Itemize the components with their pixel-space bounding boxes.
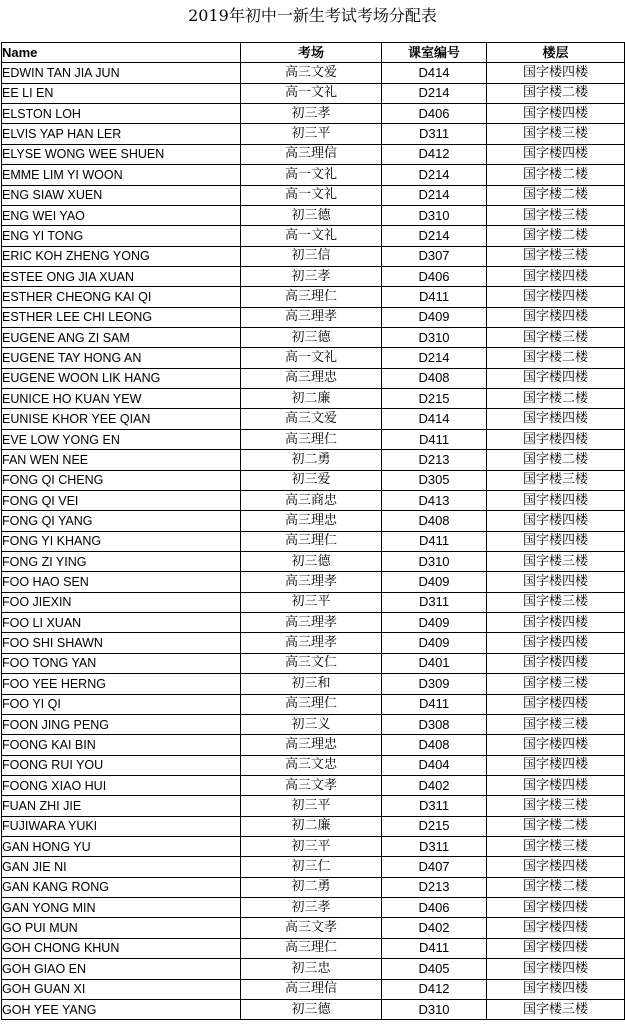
floor-cell: 国字楼二楼	[487, 816, 625, 836]
column-header-floor: 楼层	[487, 43, 625, 63]
table-row	[2, 653, 625, 673]
table-row	[2, 979, 625, 999]
room-number-cell: D405	[382, 959, 487, 979]
floor-cell: 国字楼四楼	[487, 898, 625, 918]
floor-cell: 国字楼四楼	[487, 490, 625, 510]
student-name-cell: EE LI EN	[2, 83, 241, 103]
exam-venue-cell: 高三理仁	[241, 287, 382, 307]
student-name-cell: FOO HAO SEN	[2, 572, 241, 592]
table-row	[2, 796, 625, 816]
room-number-cell: D214	[382, 185, 487, 205]
student-name-cell: EUNICE HO KUAN YEW	[2, 389, 241, 409]
room-number-cell: D411	[382, 938, 487, 958]
table-row	[2, 205, 625, 225]
student-name-cell: FONG QI YANG	[2, 511, 241, 531]
room-number-cell: D305	[382, 470, 487, 490]
exam-venue-cell: 高三文爱	[241, 63, 382, 83]
floor-cell: 国字楼三楼	[487, 674, 625, 694]
room-number-cell: D406	[382, 104, 487, 124]
student-name-cell: FOONG RUI YOU	[2, 755, 241, 775]
exam-venue-cell: 高三理孝	[241, 613, 382, 633]
table-row	[2, 246, 625, 266]
table-row	[2, 348, 625, 368]
exam-venue-cell: 初三平	[241, 124, 382, 144]
exam-venue-cell: 高三理忠	[241, 511, 382, 531]
student-name-cell: FONG YI KHANG	[2, 531, 241, 551]
table-row	[2, 857, 625, 877]
room-number-cell: D414	[382, 409, 487, 429]
floor-cell: 国字楼二楼	[487, 226, 625, 246]
table-row	[2, 63, 625, 83]
table-row	[2, 429, 625, 449]
floor-cell: 国字楼四楼	[487, 104, 625, 124]
table-row	[2, 104, 625, 124]
room-number-cell: D408	[382, 735, 487, 755]
table-row	[2, 490, 625, 510]
room-number-cell: D214	[382, 226, 487, 246]
floor-cell: 国字楼四楼	[487, 266, 625, 286]
room-number-cell: D413	[382, 490, 487, 510]
floor-cell: 国字楼四楼	[487, 633, 625, 653]
student-name-cell: GAN HONG YU	[2, 837, 241, 857]
exam-venue-cell: 高三商忠	[241, 490, 382, 510]
floor-cell: 国字楼二楼	[487, 185, 625, 205]
student-name-cell: ERIC KOH ZHENG YONG	[2, 246, 241, 266]
table-row	[2, 307, 625, 327]
room-number-cell: D409	[382, 633, 487, 653]
floor-cell: 国字楼四楼	[487, 429, 625, 449]
student-name-cell: FONG QI VEI	[2, 490, 241, 510]
table-row	[2, 531, 625, 551]
exam-venue-cell: 初三爱	[241, 470, 382, 490]
exam-venue-cell: 高三理仁	[241, 938, 382, 958]
floor-cell: 国字楼四楼	[487, 775, 625, 795]
table-row	[2, 266, 625, 286]
floor-cell: 国字楼三楼	[487, 837, 625, 857]
room-number-cell: D310	[382, 999, 487, 1019]
room-number-cell: D402	[382, 775, 487, 795]
floor-cell: 国字楼四楼	[487, 938, 625, 958]
room-number-cell: D215	[382, 389, 487, 409]
table-row	[2, 613, 625, 633]
table-row	[2, 185, 625, 205]
floor-cell: 国字楼四楼	[487, 979, 625, 999]
student-name-cell: FOONG XIAO HUI	[2, 775, 241, 795]
exam-venue-cell: 高一文礼	[241, 165, 382, 185]
student-name-cell: EUGENE ANG ZI SAM	[2, 328, 241, 348]
student-name-cell: ELVIS YAP HAN LER	[2, 124, 241, 144]
student-name-cell: GAN JIE NI	[2, 857, 241, 877]
room-number-cell: D402	[382, 918, 487, 938]
room-number-cell: D311	[382, 592, 487, 612]
page-title: 2019年初中一新生考试考场分配表	[188, 6, 437, 25]
room-number-cell: D411	[382, 531, 487, 551]
room-number-cell: D412	[382, 979, 487, 999]
room-number-cell: D310	[382, 205, 487, 225]
table-row	[2, 714, 625, 734]
floor-cell: 国字楼四楼	[487, 918, 625, 938]
exam-venue-cell: 初三和	[241, 674, 382, 694]
table-row	[2, 592, 625, 612]
floor-cell: 国字楼四楼	[487, 63, 625, 83]
student-name-cell: FONG QI CHENG	[2, 470, 241, 490]
table-row	[2, 674, 625, 694]
exam-venue-cell: 高一文礼	[241, 348, 382, 368]
floor-cell: 国字楼二楼	[487, 83, 625, 103]
student-name-cell: FONG ZI YING	[2, 551, 241, 571]
student-name-cell: ENG SIAW XUEN	[2, 185, 241, 205]
floor-cell: 国字楼四楼	[487, 755, 625, 775]
table-row	[2, 938, 625, 958]
room-number-cell: D409	[382, 572, 487, 592]
room-number-cell: D407	[382, 857, 487, 877]
exam-venue-cell: 高三理忠	[241, 735, 382, 755]
exam-venue-cell: 高三文仁	[241, 653, 382, 673]
exam-venue-cell: 高三文爱	[241, 409, 382, 429]
student-name-cell: GO PUI MUN	[2, 918, 241, 938]
room-number-cell: D214	[382, 165, 487, 185]
table-row	[2, 633, 625, 653]
column-header-venue: 考场	[241, 43, 382, 63]
floor-cell: 国字楼三楼	[487, 470, 625, 490]
room-number-cell: D215	[382, 816, 487, 836]
student-name-cell: FOON JING PENG	[2, 714, 241, 734]
exam-venue-cell: 高三理忠	[241, 368, 382, 388]
room-number-cell: D311	[382, 124, 487, 144]
exam-venue-cell: 初二廉	[241, 816, 382, 836]
exam-venue-cell: 高三文忠	[241, 755, 382, 775]
exam-venue-cell: 高三理仁	[241, 429, 382, 449]
exam-venue-cell: 初三信	[241, 246, 382, 266]
table-row	[2, 511, 625, 531]
exam-venue-cell: 初三孝	[241, 898, 382, 918]
exam-venue-cell: 初三孝	[241, 266, 382, 286]
floor-cell: 国字楼二楼	[487, 450, 625, 470]
table-row	[2, 470, 625, 490]
floor-cell: 国字楼四楼	[487, 511, 625, 531]
exam-venue-cell: 高三理仁	[241, 694, 382, 714]
exam-venue-cell: 高一文礼	[241, 185, 382, 205]
table-row	[2, 368, 625, 388]
floor-cell: 国字楼二楼	[487, 389, 625, 409]
table-row	[2, 959, 625, 979]
exam-venue-cell: 初三德	[241, 999, 382, 1019]
student-name-cell: FAN WEN NEE	[2, 450, 241, 470]
exam-venue-cell: 初三德	[241, 551, 382, 571]
floor-cell: 国字楼四楼	[487, 572, 625, 592]
student-name-cell: FOONG KAI BIN	[2, 735, 241, 755]
table-row	[2, 735, 625, 755]
table-row	[2, 898, 625, 918]
exam-venue-cell: 高一文礼	[241, 83, 382, 103]
room-number-cell: D214	[382, 348, 487, 368]
room-number-cell: D310	[382, 328, 487, 348]
table-row	[2, 328, 625, 348]
table-row	[2, 837, 625, 857]
student-name-cell: GOH GIAO EN	[2, 959, 241, 979]
room-number-cell: D406	[382, 898, 487, 918]
floor-cell: 国字楼三楼	[487, 592, 625, 612]
floor-cell: 国字楼三楼	[487, 328, 625, 348]
room-number-cell: D411	[382, 287, 487, 307]
student-name-cell: FOO SHI SHAWN	[2, 633, 241, 653]
room-number-cell: D311	[382, 837, 487, 857]
room-number-cell: D213	[382, 877, 487, 897]
room-number-cell: D213	[382, 450, 487, 470]
table-row	[2, 409, 625, 429]
student-name-cell: ENG YI TONG	[2, 226, 241, 246]
table-row	[2, 918, 625, 938]
room-number-cell: D414	[382, 63, 487, 83]
room-number-cell: D214	[382, 83, 487, 103]
exam-venue-cell: 高三理信	[241, 979, 382, 999]
table-row	[2, 124, 625, 144]
table-row	[2, 226, 625, 246]
student-name-cell: FUJIWARA YUKI	[2, 816, 241, 836]
floor-cell: 国字楼三楼	[487, 999, 625, 1019]
exam-venue-cell: 初三平	[241, 796, 382, 816]
floor-cell: 国字楼三楼	[487, 124, 625, 144]
exam-venue-cell: 初三德	[241, 328, 382, 348]
student-name-cell: EUGENE WOON LIK HANG	[2, 368, 241, 388]
floor-cell: 国字楼三楼	[487, 796, 625, 816]
room-number-cell: D309	[382, 674, 487, 694]
exam-allocation-table	[1, 42, 625, 1020]
student-name-cell: FOO JIEXIN	[2, 592, 241, 612]
exam-venue-cell: 高一文礼	[241, 226, 382, 246]
exam-venue-cell: 高三文孝	[241, 918, 382, 938]
room-number-cell: D409	[382, 307, 487, 327]
floor-cell: 国字楼四楼	[487, 694, 625, 714]
room-number-cell: D311	[382, 796, 487, 816]
table-row	[2, 165, 625, 185]
student-name-cell: FOO LI XUAN	[2, 613, 241, 633]
student-name-cell: GOH YEE YANG	[2, 999, 241, 1019]
room-number-cell: D406	[382, 266, 487, 286]
student-name-cell: GOH CHONG KHUN	[2, 938, 241, 958]
student-name-cell: FOO TONG YAN	[2, 653, 241, 673]
student-name-cell: EDWIN TAN JIA JUN	[2, 63, 241, 83]
exam-venue-cell: 高三理仁	[241, 531, 382, 551]
table-row	[2, 572, 625, 592]
table-row	[2, 816, 625, 836]
student-name-cell: ENG WEI YAO	[2, 205, 241, 225]
table-row	[2, 877, 625, 897]
floor-cell: 国字楼四楼	[487, 287, 625, 307]
room-number-cell: D404	[382, 755, 487, 775]
room-number-cell: D408	[382, 368, 487, 388]
column-header-room: 课室编号	[382, 43, 487, 63]
room-number-cell: D308	[382, 714, 487, 734]
floor-cell: 国字楼四楼	[487, 613, 625, 633]
exam-venue-cell: 初三平	[241, 837, 382, 857]
student-name-cell: ESTHER CHEONG KAI QI	[2, 287, 241, 307]
exam-venue-cell: 初二廉	[241, 389, 382, 409]
floor-cell: 国字楼四楼	[487, 144, 625, 164]
student-name-cell: EUGENE TAY HONG AN	[2, 348, 241, 368]
table-row	[2, 551, 625, 571]
room-number-cell: D310	[382, 551, 487, 571]
floor-cell: 国字楼三楼	[487, 246, 625, 266]
student-name-cell: EUNISE KHOR YEE QIAN	[2, 409, 241, 429]
floor-cell: 国字楼三楼	[487, 205, 625, 225]
header-row	[2, 43, 625, 63]
student-name-cell: FOO YI QI	[2, 694, 241, 714]
exam-venue-cell: 高三理孝	[241, 633, 382, 653]
exam-venue-cell: 初三义	[241, 714, 382, 734]
student-name-cell: GAN KANG RONG	[2, 877, 241, 897]
floor-cell: 国字楼二楼	[487, 165, 625, 185]
room-number-cell: D411	[382, 429, 487, 449]
floor-cell: 国字楼二楼	[487, 348, 625, 368]
exam-venue-cell: 高三文孝	[241, 775, 382, 795]
column-header-name: Name	[2, 43, 241, 63]
student-name-cell: FOO YEE HERNG	[2, 674, 241, 694]
floor-cell: 国字楼二楼	[487, 877, 625, 897]
student-name-cell: FUAN ZHI JIE	[2, 796, 241, 816]
student-name-cell: EVE LOW YONG EN	[2, 429, 241, 449]
exam-venue-cell: 初三德	[241, 205, 382, 225]
floor-cell: 国字楼四楼	[487, 735, 625, 755]
floor-cell: 国字楼四楼	[487, 531, 625, 551]
table-row	[2, 287, 625, 307]
table-row	[2, 83, 625, 103]
table-row	[2, 144, 625, 164]
student-name-cell: ESTEE ONG JIA XUAN	[2, 266, 241, 286]
exam-venue-cell: 初二勇	[241, 450, 382, 470]
student-name-cell: EMME LIM YI WOON	[2, 165, 241, 185]
exam-venue-cell: 初三孝	[241, 104, 382, 124]
table-row	[2, 755, 625, 775]
student-name-cell: ELYSE WONG WEE SHUEN	[2, 144, 241, 164]
floor-cell: 国字楼四楼	[487, 409, 625, 429]
exam-venue-cell: 高三理信	[241, 144, 382, 164]
table-row	[2, 389, 625, 409]
room-number-cell: D409	[382, 613, 487, 633]
floor-cell: 国字楼四楼	[487, 857, 625, 877]
exam-venue-cell: 初三仁	[241, 857, 382, 877]
room-number-cell: D401	[382, 653, 487, 673]
exam-venue-cell: 高三理孝	[241, 307, 382, 327]
table-row	[2, 775, 625, 795]
exam-venue-cell: 初二勇	[241, 877, 382, 897]
floor-cell: 国字楼四楼	[487, 368, 625, 388]
student-name-cell: GOH GUAN XI	[2, 979, 241, 999]
exam-venue-cell: 初三平	[241, 592, 382, 612]
floor-cell: 国字楼四楼	[487, 653, 625, 673]
exam-venue-cell: 高三理孝	[241, 572, 382, 592]
room-number-cell: D411	[382, 694, 487, 714]
exam-venue-cell: 初三忠	[241, 959, 382, 979]
table-row	[2, 999, 625, 1019]
floor-cell: 国字楼四楼	[487, 959, 625, 979]
room-number-cell: D412	[382, 144, 487, 164]
room-number-cell: D307	[382, 246, 487, 266]
table-row	[2, 450, 625, 470]
table-body	[2, 63, 625, 1020]
floor-cell: 国字楼四楼	[487, 307, 625, 327]
student-name-cell: ELSTON LOH	[2, 104, 241, 124]
student-name-cell: GAN YONG MIN	[2, 898, 241, 918]
table-row	[2, 694, 625, 714]
floor-cell: 国字楼三楼	[487, 714, 625, 734]
floor-cell: 国字楼三楼	[487, 551, 625, 571]
student-name-cell: ESTHER LEE CHI LEONG	[2, 307, 241, 327]
room-number-cell: D408	[382, 511, 487, 531]
